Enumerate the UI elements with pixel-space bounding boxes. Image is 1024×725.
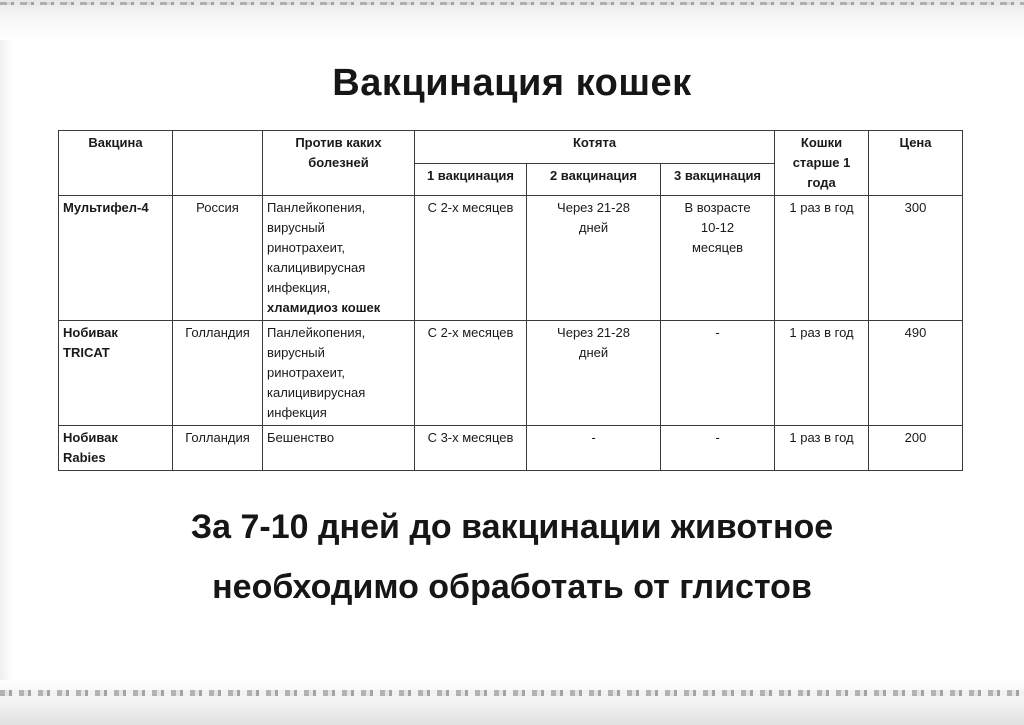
- disease-line: ринотрахеит,: [267, 365, 345, 380]
- vac3-line: месяцев: [691, 240, 744, 255]
- vac1-cell: С 3-х месяцев: [415, 426, 527, 471]
- diseases-cell: [263, 321, 415, 426]
- header-vac1: 1 вакцинация: [415, 163, 527, 196]
- vac3-cell: [661, 196, 775, 321]
- vac2-line: Через 21-28: [557, 200, 630, 215]
- disease-line: инфекция: [267, 405, 327, 420]
- vaccine-name: [59, 321, 173, 426]
- price-cell: 200: [869, 426, 963, 471]
- vac1-cell: С 2-х месяцев: [415, 196, 527, 321]
- country-cell: Голландия: [173, 321, 263, 426]
- vaccine-name: [59, 426, 173, 471]
- vac2-line: дней: [578, 345, 609, 360]
- header-price: Цена: [869, 131, 963, 196]
- scan-bottom-shadow: [0, 678, 1024, 725]
- vac2-line: дней: [578, 220, 609, 235]
- vaccination-table: [58, 130, 963, 471]
- header-vac3: 3 вакцинация: [661, 163, 775, 196]
- country-cell: Россия: [173, 196, 263, 321]
- header-kittens: Котята: [415, 131, 775, 164]
- deworming-note-line-2: необходимо обработать от глистов: [212, 568, 812, 606]
- adult-cell: 1 раз в год: [775, 426, 869, 471]
- disease-line: калицивирусная: [267, 385, 366, 400]
- country-cell: Голландия: [173, 426, 263, 471]
- table-row: [59, 426, 963, 471]
- vaccine-name-line: Мультифел-4: [63, 200, 149, 215]
- scan-top-edge: [0, 2, 1024, 5]
- vaccine-name-line: Нобивак: [63, 325, 118, 340]
- table-row: [59, 196, 963, 321]
- disease-line: вирусный: [267, 345, 325, 360]
- scan-bottom-edge: [0, 690, 1024, 696]
- adult-cell: 1 раз в год: [775, 321, 869, 426]
- vac2-cell: [527, 196, 661, 321]
- disease-line: ринотрахеит,: [267, 240, 345, 255]
- vac2-line: Через 21-28: [557, 325, 630, 340]
- adult-cell: 1 раз в год: [775, 196, 869, 321]
- disease-line: Панлейкопения,: [267, 325, 366, 340]
- vac2-cell: -: [527, 426, 661, 471]
- diseases-cell: [263, 196, 415, 321]
- diseases-cell: Бешенство: [263, 426, 415, 471]
- header-vac2: 2 вакцинация: [527, 163, 661, 196]
- disease-line: вирусный: [267, 220, 325, 235]
- vaccine-name-line: Нобивак: [63, 430, 118, 445]
- disease-line: Панлейкопения,: [267, 200, 366, 215]
- disease-line: калицивирусная: [267, 260, 366, 275]
- header-country: [173, 131, 263, 196]
- header-adult: Кошки старше 1 года: [775, 131, 869, 196]
- page-title: Вакцинация кошек: [332, 62, 692, 104]
- scan-top-shadow: [0, 0, 1024, 40]
- vac1-cell: С 2-х месяцев: [415, 321, 527, 426]
- vaccine-name-line: Rabies: [63, 450, 106, 465]
- price-cell: 490: [869, 321, 963, 426]
- vac3-line: 10-12: [700, 220, 735, 235]
- vaccine-name-line: TRICAT: [63, 345, 110, 360]
- vac2-cell: [527, 321, 661, 426]
- table-header-row: [59, 131, 963, 164]
- disease-line: инфекция,: [267, 280, 331, 295]
- deworming-note-line-1: За 7-10 дней до вакцинации животное: [190, 508, 834, 546]
- price-cell: 300: [869, 196, 963, 321]
- vac3-cell: -: [661, 321, 775, 426]
- table-row: [59, 321, 963, 426]
- vac3-cell: -: [661, 426, 775, 471]
- vac3-line: В возрасте: [684, 200, 751, 215]
- vaccine-name: [59, 196, 173, 321]
- disease-line-bold: хламидиоз кошек: [267, 300, 381, 315]
- header-diseases: Против каких болезней: [263, 131, 415, 196]
- header-vaccine: Вакцина: [59, 131, 173, 196]
